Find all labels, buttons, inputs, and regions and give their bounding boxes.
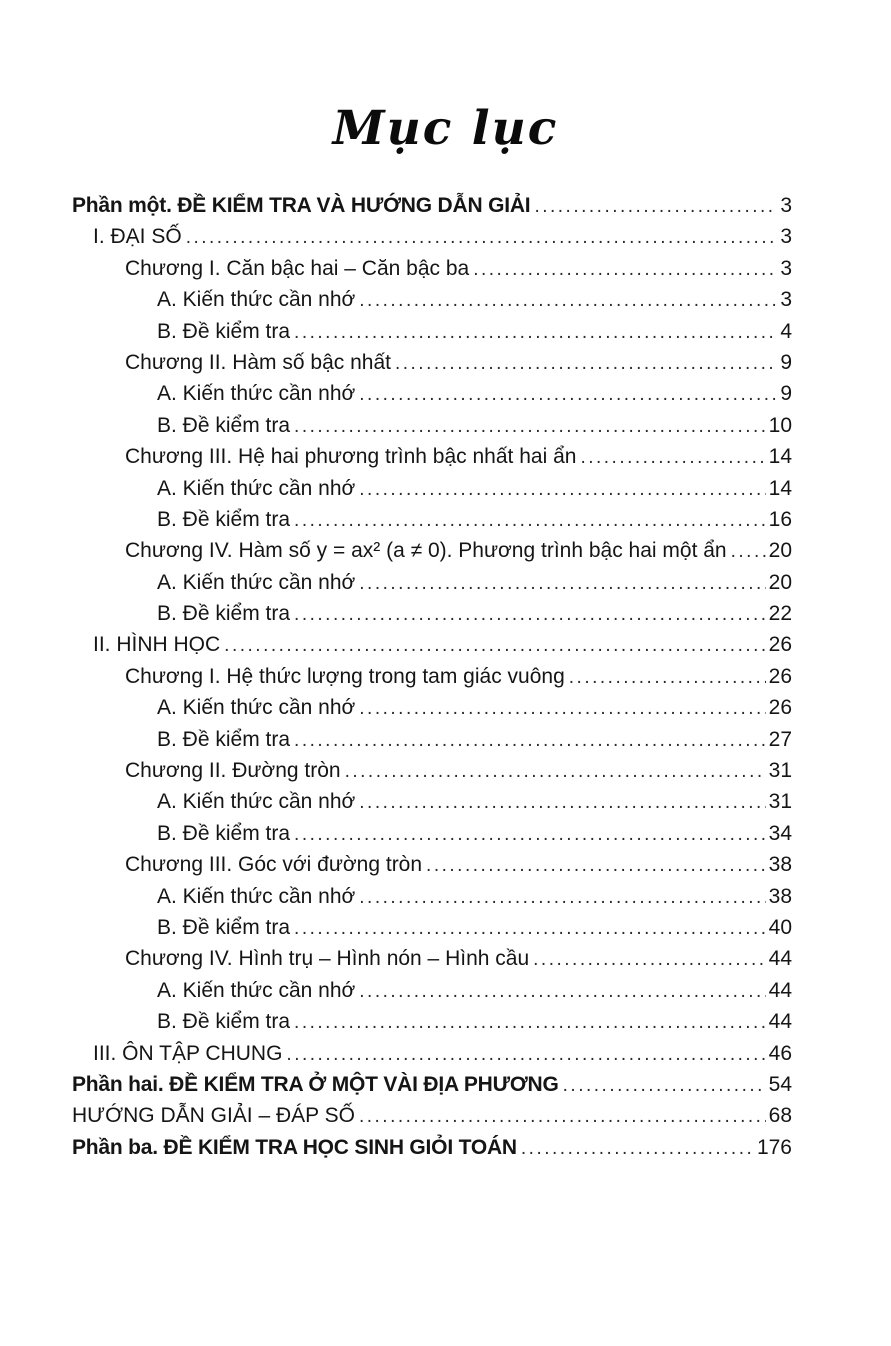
dot-leader (294, 916, 766, 940)
dot-leader (224, 633, 765, 657)
toc-entry (72, 1042, 792, 1073)
toc-entry (72, 539, 792, 570)
dot-leader (294, 320, 777, 344)
toc-entry (72, 633, 792, 664)
toc-entry-page: 44 (768, 947, 792, 971)
toc-entry-label: Chương II. Đường tròn (125, 759, 341, 783)
toc-entry (72, 665, 792, 696)
toc-entry (72, 885, 792, 916)
toc-entry (72, 1010, 792, 1041)
toc-entry (72, 414, 792, 445)
toc-entry-label: Chương IV. Hình trụ – Hình nón – Hình cầu (125, 947, 530, 971)
toc-entry-label: B. Đề kiểm tra (157, 821, 291, 845)
toc-entry-page: 3 (780, 194, 792, 217)
toc-entry (72, 571, 792, 602)
toc-entry (72, 257, 792, 288)
dot-leader (731, 539, 766, 563)
dot-leader (359, 288, 777, 312)
dot-leader (521, 1136, 754, 1160)
toc-entry-label: A. Kiến thức cần nhớ (157, 570, 356, 594)
dot-leader (534, 194, 777, 218)
toc-entry-label: Chương III. Hệ hai phương trình bậc nhất hai ẩn (125, 445, 577, 469)
toc-entry-label: A. Kiến thức cần nhớ (157, 476, 356, 500)
toc-entry-label: A. Kiến thức cần nhớ (157, 790, 356, 814)
dot-leader (359, 790, 765, 814)
toc-entry (72, 790, 792, 821)
toc-entry-label: Chương III. Góc với đường tròn (125, 853, 423, 877)
toc-entry (72, 947, 792, 978)
dot-leader (186, 225, 778, 249)
toc-entry-label: Chương I. Căn bậc hai – Căn bậc ba (125, 256, 470, 280)
toc-entry (72, 759, 792, 790)
toc-entry (72, 288, 792, 319)
toc-entry-page: 26 (768, 696, 792, 720)
toc-entry-page: 68 (768, 1104, 792, 1128)
toc-entry (72, 445, 792, 476)
toc-entry-page: 26 (768, 633, 792, 657)
toc-entry-label: Chương IV. Hàm số y = ax² (a ≠ 0). Phương trình bậc hai một ẩn (125, 539, 727, 563)
toc-entry (72, 1104, 792, 1135)
toc-entry-page: 9 (780, 382, 792, 406)
dot-leader (359, 1104, 766, 1128)
toc-entry-page: 31 (768, 790, 792, 814)
toc-entry-label: A. Kiến thức cần nhớ (157, 288, 356, 312)
toc-entry (72, 696, 792, 727)
toc-entry-page: 14 (768, 445, 792, 469)
dot-leader (533, 947, 766, 971)
toc-entry-page: 27 (768, 727, 792, 751)
toc-entry-page: 20 (768, 539, 792, 563)
toc-entry-label: II. HÌNH HỌC (93, 633, 221, 657)
toc-entry-label: A. Kiến thức cần nhớ (157, 382, 356, 406)
toc-entry-page: 10 (768, 413, 792, 437)
dot-leader (395, 351, 777, 375)
toc-entry-label: B. Đề kiểm tra (157, 727, 291, 751)
toc-entry-label: B. Đề kiểm tra (157, 602, 291, 626)
toc-entry-label: B. Đề kiểm tra (157, 319, 291, 343)
toc-entry-label: HƯỚNG DẪN GIẢI – ĐÁP SỐ (72, 1104, 355, 1128)
toc-entry-label: Chương II. Hàm số bậc nhất (125, 350, 391, 374)
toc-entry-label: A. Kiến thức cần nhớ (157, 696, 356, 720)
dot-leader (473, 257, 777, 281)
toc-entry-label: A. Kiến thức cần nhớ (157, 884, 356, 908)
toc-entry (72, 602, 792, 633)
toc-entry-label: B. Đề kiểm tra (157, 915, 291, 939)
toc-entry (72, 508, 792, 539)
dot-leader (286, 1042, 765, 1066)
toc-entry (72, 853, 792, 884)
dot-leader (359, 979, 765, 1003)
toc-entry-label: B. Đề kiểm tra (157, 507, 291, 531)
toc-entry (72, 320, 792, 351)
toc-entry-page: 26 (768, 664, 792, 688)
dot-leader (426, 853, 766, 877)
toc-entry-page: 31 (768, 759, 792, 783)
toc-entry-label: III. ÔN TẬP CHUNG (93, 1041, 283, 1065)
toc-entry-label: Phần hai. ĐỀ KIỂM TRA Ở MỘT VÀI ĐỊA PHƯƠNG (72, 1072, 559, 1096)
dot-leader (359, 885, 765, 909)
toc-entry (72, 1136, 792, 1167)
dot-leader (359, 571, 765, 595)
toc-entry (72, 1073, 792, 1104)
toc-entry-page: 9 (780, 350, 792, 374)
toc-entry-page: 54 (768, 1072, 792, 1096)
dot-leader (359, 382, 777, 406)
toc-entry-label: Phần một. ĐỀ KIỂM TRA VÀ HƯỚNG DẪN GIẢI (72, 194, 531, 217)
toc-entry-page: 16 (768, 507, 792, 531)
toc-entry-page: 44 (768, 1010, 792, 1034)
toc-entry (72, 477, 792, 508)
dot-leader (569, 665, 766, 689)
dot-leader (359, 477, 765, 501)
page-title: Mục lục (332, 101, 559, 156)
toc-entry-label: Phần ba. ĐỀ KIỂM TRA HỌC SINH GIỎI TOÁN (72, 1135, 517, 1159)
toc-entry (72, 225, 792, 256)
toc-entry-page: 38 (768, 853, 792, 877)
toc-entry-page: 3 (780, 256, 792, 280)
table-of-contents (72, 194, 792, 1167)
dot-leader (294, 728, 766, 752)
toc-entry-page: 46 (768, 1041, 792, 1065)
dot-leader (294, 414, 766, 438)
toc-entry-label: A. Kiến thức cần nhớ (157, 978, 356, 1002)
toc-entry (72, 728, 792, 759)
dot-leader (294, 602, 766, 626)
toc-entry-page: 14 (768, 476, 792, 500)
toc-entry-label: B. Đề kiểm tra (157, 1010, 291, 1034)
toc-entry-label: B. Đề kiểm tra (157, 413, 291, 437)
toc-entry (72, 351, 792, 382)
dot-leader (294, 508, 766, 532)
toc-entry-page: 3 (780, 288, 792, 312)
toc-entry-page: 22 (768, 602, 792, 626)
toc-entry-page: 3 (780, 225, 792, 249)
dot-leader (359, 696, 765, 720)
toc-entry-page: 20 (768, 570, 792, 594)
toc-entry-page: 40 (768, 915, 792, 939)
toc-entry-page: 34 (768, 821, 792, 845)
toc-entry (72, 194, 792, 225)
toc-entry-page: 176 (756, 1135, 792, 1159)
toc-entry-page: 38 (768, 884, 792, 908)
toc-entry (72, 979, 792, 1010)
dot-leader (294, 1010, 766, 1034)
dot-leader (563, 1073, 766, 1097)
dot-leader (294, 822, 766, 846)
toc-entry-page: 4 (780, 319, 792, 343)
toc-entry (72, 822, 792, 853)
toc-entry-page: 44 (768, 978, 792, 1002)
dot-leader (345, 759, 766, 783)
toc-entry-label: Chương I. Hệ thức lượng trong tam giác vuông (125, 664, 565, 688)
toc-entry (72, 916, 792, 947)
dot-leader (580, 445, 765, 469)
toc-entry-label: I. ĐẠI SỐ (93, 225, 182, 249)
toc-entry (72, 382, 792, 413)
